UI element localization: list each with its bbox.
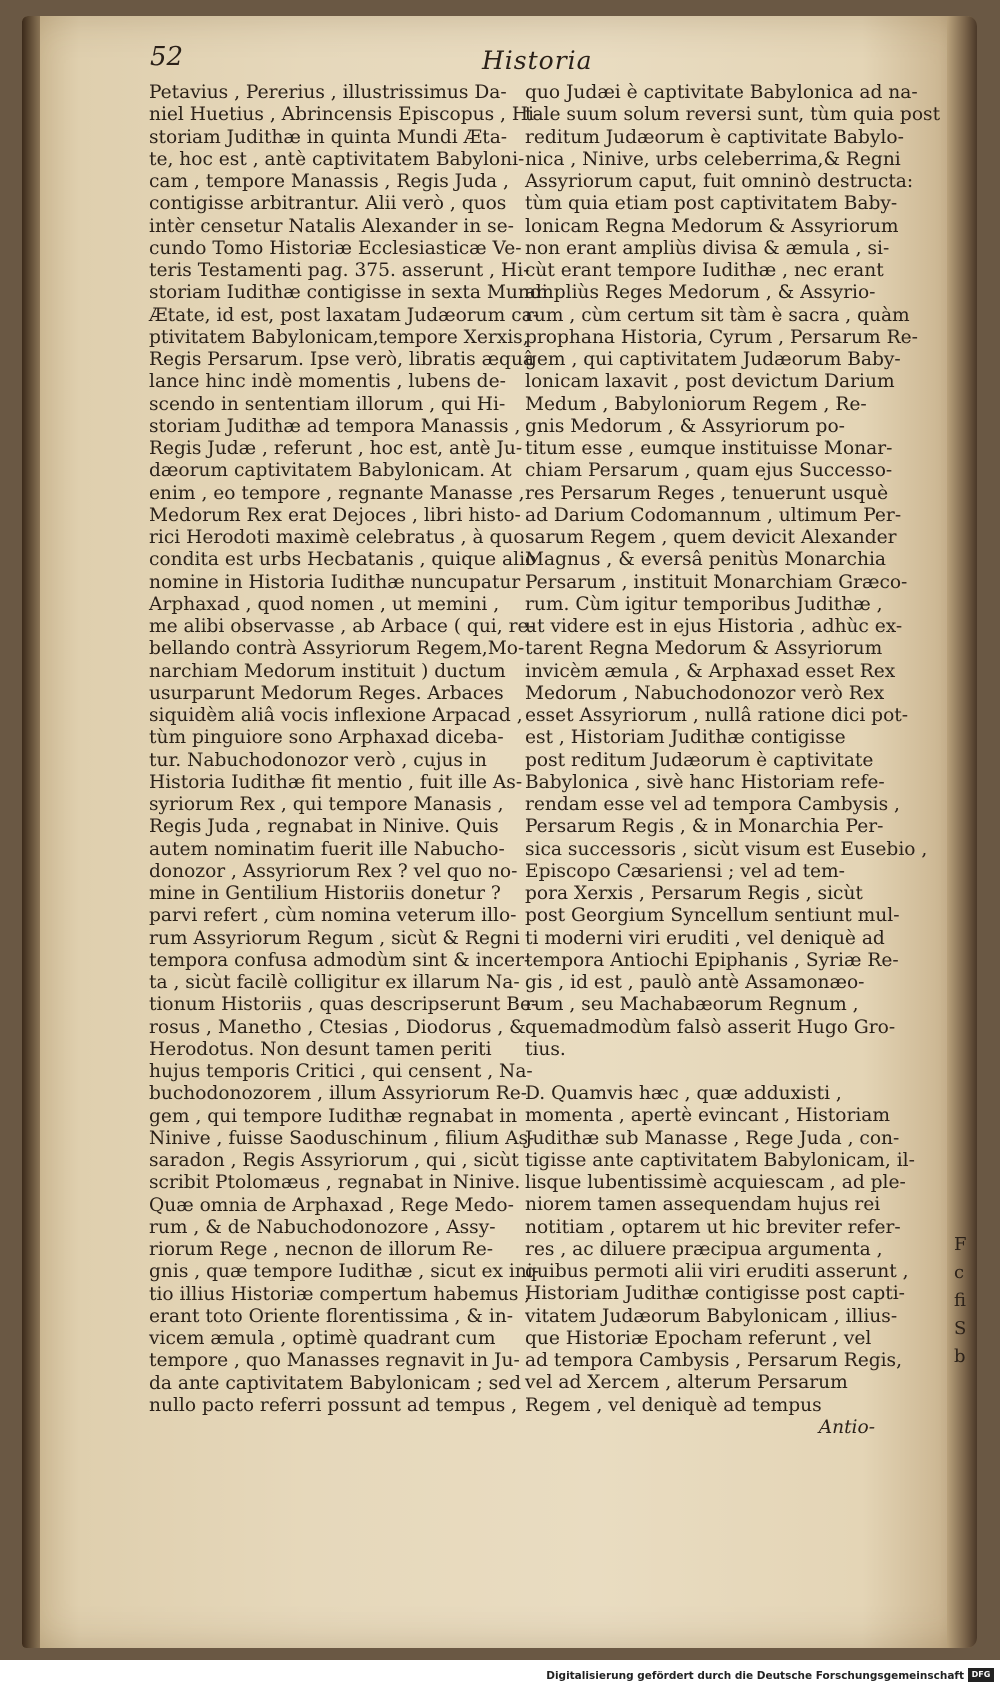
text-line: tur. Nabuchodonozor verò , cujus in xyxy=(149,749,487,771)
text-line: rum , & de Nabuchodonozore , Assy- xyxy=(149,1216,496,1238)
text-line: res , ac diluere præcipua argumenta , xyxy=(525,1238,883,1260)
text-line: que Historiæ Epocham referunt , vel xyxy=(525,1327,872,1349)
text-line: ti moderni viri eruditi , vel deniquè ad xyxy=(525,927,885,949)
text-line: Persarum Regis , & in Monarchia Per- xyxy=(525,816,884,838)
text-line: rum , seu Machabæorum Regnum , xyxy=(525,994,859,1016)
text-line: niorem tamen assequendam hujus rei xyxy=(525,1194,881,1216)
text-line: gnis Medorum , & Assyriorum po- xyxy=(525,415,845,437)
text-line: post Georgium Syncellum sentiunt mul- xyxy=(525,905,900,927)
catchword: Antio- xyxy=(818,1416,875,1438)
text-line: chiam Persarum , quam ejus Successo- xyxy=(525,460,893,482)
text-line: rum. Cùm igitur temporibus Judithæ , xyxy=(525,593,883,615)
text-line: tempore , quo Manasses regnavit in Ju- xyxy=(149,1350,520,1372)
text-line: tius. xyxy=(525,1038,566,1060)
text-line: Herodotus. Non desunt tamen periti xyxy=(149,1038,492,1060)
text-line: est , Historiam Judithæ contigisse xyxy=(525,727,846,749)
text-line: gem , qui captivitatem Judæorum Baby- xyxy=(525,349,901,370)
text-line: Arphaxad , quod nomen , ut memini , xyxy=(149,593,500,615)
text-line: cam , tempore Manassis , Regis Juda , xyxy=(149,171,509,192)
text-line: buchodonozorem , illum Assyriorum Re- xyxy=(149,1083,528,1105)
text-line: res Persarum Reges , tenuerunt usquè xyxy=(525,482,889,504)
page-edge xyxy=(947,16,977,1648)
text-line: vel ad Xercem , alterum Persarum xyxy=(525,1372,848,1394)
dfg-logo: DFG xyxy=(968,1668,994,1682)
page-number: 52 xyxy=(150,42,184,72)
text-line: bellando contrà Assyriorum Regem,Mo- xyxy=(149,638,525,660)
text-line: vicem æmula , optimè quadrant cum xyxy=(149,1328,496,1349)
text-line: Ætate, id est, post laxatam Judæorum ca- xyxy=(149,304,539,326)
text-line: rendam esse vel ad tempora Cambysis , xyxy=(525,794,900,815)
left-text-column xyxy=(149,82,548,1417)
text-line: da ante captivitatem Babylonicam ; sed xyxy=(149,1372,522,1394)
text-line: pora Xerxis , Persarum Regis , sicùt xyxy=(525,883,863,904)
text-line: lonicam Regna Medorum & Assyriorum xyxy=(525,215,899,237)
text-line: scendo in sententiam illorum , qui Hi- xyxy=(149,393,506,415)
text-line: gis , id est , paulò antè Assamonæo- xyxy=(525,972,865,993)
text-line: titum esse , eumque instituisse Monar- xyxy=(525,438,893,459)
text-line: mine in Gentilium Historiis donetur ? xyxy=(149,883,501,904)
text-line: parvi refert , cùm nomina veterum illo- xyxy=(149,905,517,927)
text-line: siquidèm aliâ vocis inflexione Arpacad , xyxy=(149,705,523,726)
text-line: rum Assyriorum Regum , sicùt & Regni xyxy=(149,927,520,949)
text-line: contigisse arbitrantur. Alii verò , quos xyxy=(149,193,507,215)
text-line: storiam Iudithæ contigisse in sexta Mundi xyxy=(149,282,548,304)
running-head: Historia xyxy=(482,46,593,75)
text-line: lance hinc indè momentis , lubens de- xyxy=(149,371,506,393)
text-line: tempora Antiochi Epiphanis , Syriæ Re- xyxy=(525,949,899,971)
text-line: sica successoris , sicùt visum est Eusebio , xyxy=(525,838,928,860)
text-line: gnis , quæ tempore Iudithæ , sicut ex ini- xyxy=(149,1261,540,1283)
adjacent-page-fragment xyxy=(954,1231,967,1371)
text-line: esset Assyriorum , nullâ ratione dici pot- xyxy=(525,705,909,726)
text-line: quibus permoti alii viri eruditi asserunt , xyxy=(525,1261,909,1282)
text-line: ut videre est in ejus Historia , adhùc ex- xyxy=(525,616,903,637)
book-page xyxy=(22,16,977,1648)
text-line: invicèm æmula , & Arphaxad esset Rex xyxy=(525,660,896,682)
text-line: scribit Ptolomæus , regnabat in Ninive. xyxy=(149,1172,521,1194)
text-line: narchiam Medorum instituit ) ductum xyxy=(149,660,506,682)
text-line: lisque lubentissimè acquiescam , ad ple- xyxy=(525,1172,906,1193)
text-line: Historia Iudithæ fit mentio , fuit ille As- xyxy=(149,771,523,793)
text-line: ta , sicùt facilè colligitur ex illarum Na- xyxy=(149,972,520,993)
text-line: Medorum Rex erat Dejoces , libri histo- xyxy=(149,504,521,526)
text-line: Regis Judæ , referunt , hoc est, antè Ju- xyxy=(149,438,523,459)
text-line: dæorum captivitatem Babylonicam. At xyxy=(149,460,512,482)
text-line: cùt erant tempore Iudithæ , nec erant xyxy=(525,260,884,281)
text-line: lonicam laxavit , post devictum Darium xyxy=(525,371,895,393)
text-line: storiam Judithæ ad tempora Manassis , xyxy=(149,415,521,437)
text-line: riorum Rege , necnon de illorum Re- xyxy=(149,1239,494,1260)
text-line: Assyriorum caput, fuit omninò destructa: xyxy=(525,171,914,192)
text-line: rosus , Manetho , Ctesias , Diodorus , & xyxy=(149,1016,526,1038)
text-line: hujus temporis Critici , qui censent , Na- xyxy=(149,1061,533,1082)
margin-fragment: b xyxy=(954,1346,966,1367)
text-line: cundo Tomo Historiæ Ecclesiasticæ Ve- xyxy=(149,237,522,259)
margin-fragment: F xyxy=(954,1234,967,1255)
text-line: teris Testamenti pag. 375. asserunt , Hi- xyxy=(149,260,530,281)
text-line: ptivitatem Babylonicam,tempore Xerxis, xyxy=(149,326,529,348)
text-line: Historiam Judithæ contigisse post capti- xyxy=(525,1283,905,1305)
text-line: nomine in Historia Iudithæ nuncupatur xyxy=(149,571,521,593)
text-line: vitatem Judæorum Babylonicam , illius- xyxy=(525,1305,898,1327)
text-line: tigisse ante captivitatem Babylonicam, il- xyxy=(525,1149,915,1171)
text-line: quo Judæi è captivitate Babylonica ad na- xyxy=(525,82,918,103)
page-header xyxy=(22,36,977,76)
text-line: Regis Juda , regnabat in Ninive. Quis xyxy=(149,816,499,838)
text-line: Medum , Babyloniorum Regem , Re- xyxy=(525,393,867,415)
text-line: tùm pinguiore sono Arphaxad diceba- xyxy=(149,727,504,749)
paragraph-gap xyxy=(525,1061,875,1083)
text-line: prophana Historia, Cyrum , Persarum Re- xyxy=(525,326,918,348)
text-line: Regis Persarum. Ipse verò, libratis æquâ xyxy=(149,349,535,370)
text-line: momenta , apertè evincant , Historiam xyxy=(525,1105,891,1127)
text-line: niel Huetius , Abrincensis Episcopus , Hi- xyxy=(149,104,541,126)
text-line: condita est urbs Hecbatanis , quique alio xyxy=(149,549,537,571)
text-line: usurparunt Medorum Reges. Arbaces xyxy=(149,682,504,704)
text-line: Petavius , Pererius , illustrissimus Da- xyxy=(149,82,507,103)
margin-fragment: fi xyxy=(954,1290,967,1311)
page-gutter xyxy=(22,16,40,1648)
text-line: nullo pacto referri possunt ad tempus , xyxy=(149,1394,518,1416)
text-line: notitiam , optarem ut hic breviter refer- xyxy=(525,1216,901,1238)
text-line: Ninive , fuisse Saoduschinum , filium As- xyxy=(149,1127,535,1149)
text-line: enim , eo tempore , regnante Manasse , xyxy=(149,482,525,504)
text-line: saradon , Regis Assyriorum , qui , sicùt xyxy=(149,1150,519,1171)
text-line: post reditum Judæorum è captivitate xyxy=(525,749,874,771)
text-line: tale suum solum reversi sunt, tùm quia post xyxy=(525,104,941,126)
text-line: reditum Judæorum è captivitate Babylo- xyxy=(525,126,904,148)
right-text-column xyxy=(525,82,941,1439)
text-line: Regem , vel deniquè ad tempus xyxy=(525,1394,822,1416)
text-line: Medorum , Nabuchodonozor verò Rex xyxy=(525,682,885,704)
text-line: ad tempora Cambysis , Persarum Regis, xyxy=(525,1350,903,1371)
text-line: syriorum Rex , qui tempore Manasis , xyxy=(149,794,504,815)
text-line: donozor , Assyriorum Rex ? vel quo no- xyxy=(149,860,518,882)
text-line: nica , Ninive, urbs celeberrima,& Regni xyxy=(525,148,901,170)
text-line: tempora confusa admodùm sint & incer- xyxy=(149,949,531,971)
text-line: storiam Judithæ in quinta Mundi Æta- xyxy=(149,126,508,148)
text-line: ad Darium Codomannum , ultimum Per- xyxy=(525,504,902,526)
text-line: Babylonica , sivè hanc Historiam refe- xyxy=(525,771,885,793)
text-line: Magnus , & eversâ penitùs Monarchia xyxy=(525,549,886,571)
text-line: Persarum , instituit Monarchiam Græco- xyxy=(525,571,908,593)
text-line: tionum Historiis , quas descripserunt Be- xyxy=(149,994,538,1016)
text-line: quemadmodùm falsò asserit Hugo Gro- xyxy=(525,1016,896,1038)
text-line: intèr censetur Natalis Alexander in se- xyxy=(149,215,514,237)
text-line: gem , qui tempore Iudithæ regnabat in xyxy=(149,1105,518,1127)
text-line: ampliùs Reges Medorum , & Assyrio- xyxy=(525,282,876,304)
text-line: D. Quamvis hæc , quæ adduxisti , xyxy=(525,1083,842,1104)
text-line: tarent Regna Medorum & Assyriorum xyxy=(525,638,883,660)
margin-fragment: S xyxy=(954,1318,967,1339)
text-line: tùm quia etiam post captivitatem Baby- xyxy=(525,193,898,215)
text-line: rici Herodoti maximè celebratus , à quo xyxy=(149,527,525,548)
text-line: non erant ampliùs divisa & æmula , si- xyxy=(525,237,890,259)
margin-fragment: c xyxy=(954,1262,965,1283)
text-line: te, hoc est , antè captivitatem Babyloni- xyxy=(149,148,525,170)
text-line: tio illius Historiæ compertum habemus , xyxy=(149,1283,531,1305)
footer-credit: Digitalisierung gefördert durch die Deutsche Forschungsgemeinschaft xyxy=(546,1670,964,1682)
text-line: autem nominatim fuerit ille Nabucho- xyxy=(149,838,505,860)
digitization-footer xyxy=(0,1660,1000,1692)
text-line: rum , cùm certum sit tàm è sacra , quàm xyxy=(525,304,910,326)
text-line: me alibi observasse , ab Arbace ( qui, re- xyxy=(149,616,535,637)
text-line: Quæ omnia de Arphaxad , Rege Medo- xyxy=(149,1194,514,1216)
text-line: erant toto Oriente florentissima , & in- xyxy=(149,1305,514,1327)
text-line: Episcopo Cæsariensi ; vel ad tem- xyxy=(525,860,845,882)
text-line: sarum Regem , quem devicit Alexander xyxy=(525,527,897,548)
text-line: Judithæ sub Manasse , Rege Juda , con- xyxy=(525,1127,900,1149)
